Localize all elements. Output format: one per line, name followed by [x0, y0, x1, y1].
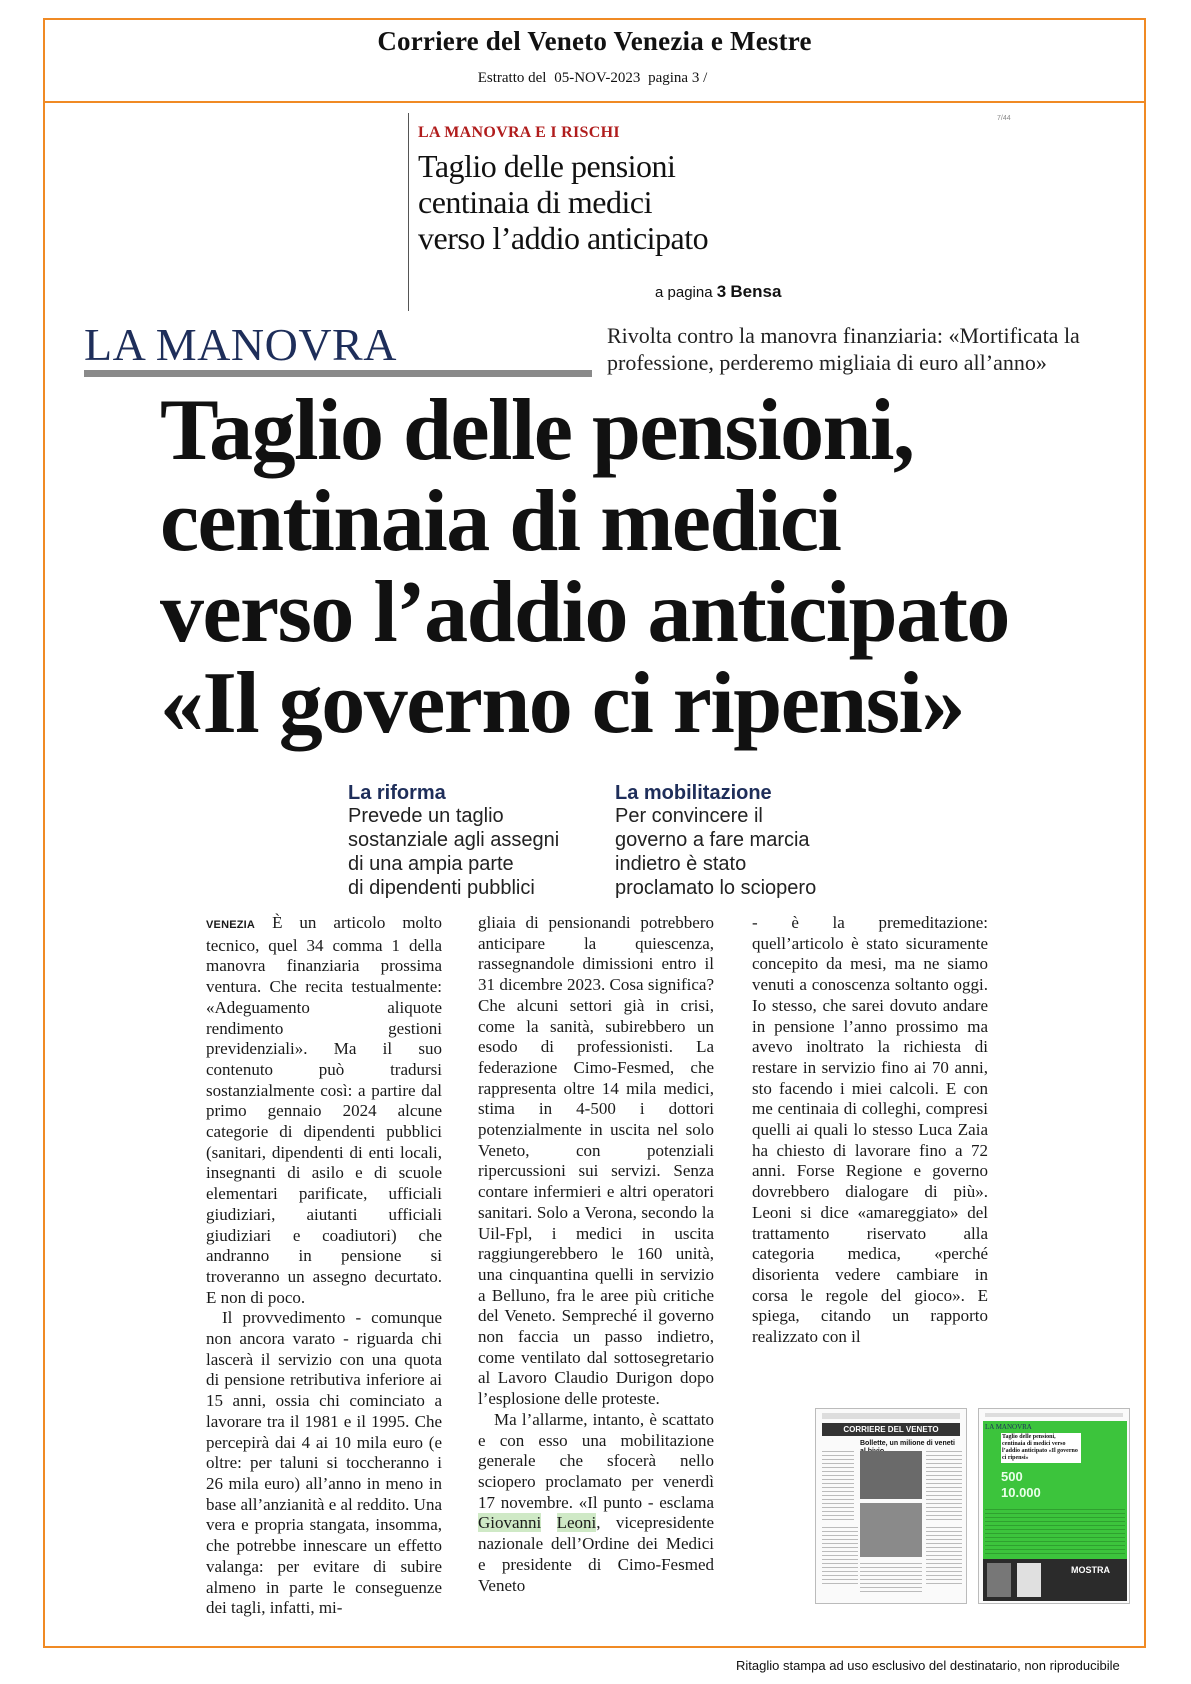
teaser-page-ref [655, 282, 781, 302]
paragraph [206, 913, 442, 1308]
headline-line: verso l’addio anticipato [160, 564, 1009, 661]
thumb-masthead: CORRIERE DEL VENETO [822, 1423, 960, 1436]
teaser-title-line: verso l’addio anticipato [418, 220, 709, 256]
section-rule [84, 370, 592, 377]
box-line: governo a fare marcia [615, 829, 810, 851]
paragraph: Il provvedimento - comunque non ancora varato - riguarda chi lascerà il servizio con una quota di pensione retributiva inferiore ai 15 anni, ossia chi cominciato a lavorare tra il 1981 e il 1995. Che percepirà dai 4 ai 10 mila euro (e oltre: per taluni si toccheranno i 26 mila euro) all’anno in meno in base all’anzianità e al reddito. Una vera e propria stangata, insomma, che potrebbe innescare un effetto valanga: per evitare di subire almeno in parte le conseguenze dei tagli, infatti, mi- [206, 1308, 442, 1618]
article-headline [160, 382, 1060, 752]
teaser-title-line: centinaia di medici [418, 184, 652, 220]
extract-date: 05-NOV-2023 [554, 70, 641, 86]
teaser-page-label: a pagina [655, 284, 713, 301]
section-label: LA MANOVRA [84, 319, 397, 370]
article-column-3 [752, 913, 988, 1348]
teaser-page-number: 3 [716, 282, 727, 301]
header-divider [43, 101, 1146, 103]
box-line: di una ampia parte [348, 853, 514, 875]
headline-line: Taglio delle pensioni, [160, 382, 914, 479]
box-line: di dipendenti pubblici [348, 877, 535, 899]
paragraph-text: Ma l’allarme, intanto, è scattato e con esso una mobilitazione generale che sfocerà nello sciopero proclamato per venerdì 17 novembre. «Il punto - esclama [478, 1409, 714, 1512]
summary-box-riforma [348, 782, 618, 900]
paragraph-text: È un articolo molto tecnico, quel 34 comma 1 della manovra finanziaria prossima ventura. Che recita testualmente: «Adeguamento aliquote rendimento gestioni previdenziali». Ma il suo contenuto può tradursi sostanzialmente così: a partire dal primo gennaio 2024 alcune categorie di dipendenti pubblici (sanitari, dipendenti di enti locali, insegnanti di asilo e di scuole elementari parificate, ufficiali giudiziari, aiutanti ufficiali giudiziari e coadiutori) che andranno in pensione si troveranno un assegno decurtato. E non di poco. [206, 913, 442, 1307]
box-line: sostanziale agli assegni [348, 829, 560, 851]
thumb-figure: 10.000 [1001, 1485, 1041, 1500]
box-title: La riforma [348, 782, 446, 804]
thumb-kicker: LA MANOVRA [985, 1423, 1032, 1431]
page3-thumbnail [978, 1408, 1130, 1604]
page-code: 7/44 [997, 115, 1011, 122]
paragraph-text: , vicepresidente nazionale dell’Ordine dei Medici e presidente di Cimo-Fesmed Veneto [478, 1513, 714, 1595]
front-page-thumbnail [815, 1408, 967, 1604]
extract-page: pagina 3 / [648, 70, 708, 86]
thumb-photo [860, 1503, 922, 1557]
thumb-figure: 500 [1001, 1469, 1023, 1484]
summary-box-mobilitazione [615, 782, 885, 900]
teaser-author: Bensa [730, 282, 782, 301]
article-column-2 [478, 913, 714, 1596]
box-line: Per convincere il [615, 805, 763, 827]
paragraph: gliaia di pensionandi potrebbero anticipare la quiescenza, rassegnandole dimissioni entro il 31 dicembre 2023. Cosa significa? Che alcuni settori già in crisi, come la sanità, subirebbero un esodo di professionisti. La federazione Cimo-Fesmed, che rappresenta oltre 14 mila medici, stima in 4-500 i dottori potenzialmente in uscita nel solo Veneto, con potenziali ripercussioni sui servizi. Senza contare infermieri e altri operatori sanitari. Solo a Verona, secondo la Uil-Fpl, i medici in uscita raggiungerebbero le 160 unità, una cinquantina quelli in servizio a Belluno, fra le aree più critiche del Veneto. Sempreché il governo non faccia un passo indietro, come ventilato dal sottosegretario al Lavoro Claudio Durigon dopo l’esplosione delle proteste. [478, 913, 714, 1409]
box-line: Prevede un taglio [348, 805, 504, 827]
teaser-rule [408, 113, 409, 311]
thumb-banner-text: MOSTRA [1071, 1565, 1110, 1575]
dateline: VENEZIA [206, 919, 256, 931]
footer-note: Ritaglio stampa ad uso esclusivo del destinatario, non riproducibile [736, 1658, 1120, 1673]
teaser-kicker: LA MANOVRA E I RISCHI [418, 124, 620, 141]
teaser-title [418, 148, 838, 256]
headline-line: «Il governo ci ripensi» [160, 655, 964, 752]
highlighted-name: Giovanni [478, 1513, 542, 1533]
highlighted-name: Leoni [556, 1513, 597, 1533]
thumb-front-headline: Bollette, un milione di veneti [860, 1440, 955, 1447]
paragraph [478, 1410, 714, 1596]
thumb-photo [860, 1451, 922, 1499]
extract-info [43, 70, 1146, 87]
article-column-1 [206, 913, 442, 1619]
box-line: indietro è stato [615, 853, 747, 875]
thumb-title: Taglio delle pensioni, centinaia di medici verso l’addio anticipato «Il governo ci ripensi» [1001, 1433, 1081, 1463]
publication-title: Corriere del Veneto Venezia e Mestre [377, 26, 812, 56]
teaser-title-line: Taglio delle pensioni [418, 148, 676, 184]
headline-line: centinaia di medici [160, 473, 841, 570]
box-line: proclamato lo sciopero [615, 877, 817, 899]
paragraph: - è la premeditazione: quell’articolo è stato sicuramente concepito da mesi, ma ne siamo venuti a conoscenza soltanto oggi. Io stesso, che sarei dovuto andare in pensione l’anno prossimo ma avevo inoltrato la richiesta di restare in servizio fino ai 70 anni, sto facendo i miei calcoli. E con me centinaia di colleghi, compresi quelli ai quali lo stesso Luca Zaia ha chiesto di lavorare fino a 72 anni. Forse Regione e governo dovrebbero dialogare di più». Leoni si dice «amareggiato» del trattamento riservato alla categoria medica, «perché disorienta vedere cambiare in corsa le regole del gioco». E spiega, citando un rapporto realizzato con il [752, 913, 988, 1347]
extract-label: Estratto del [477, 70, 547, 86]
box-title: La mobilitazione [615, 782, 772, 804]
article-subtitle: Rivolta contro la manovra finanziaria: «Mortificata la professione, perderemo migliaia di euro all’anno» [607, 323, 1080, 375]
